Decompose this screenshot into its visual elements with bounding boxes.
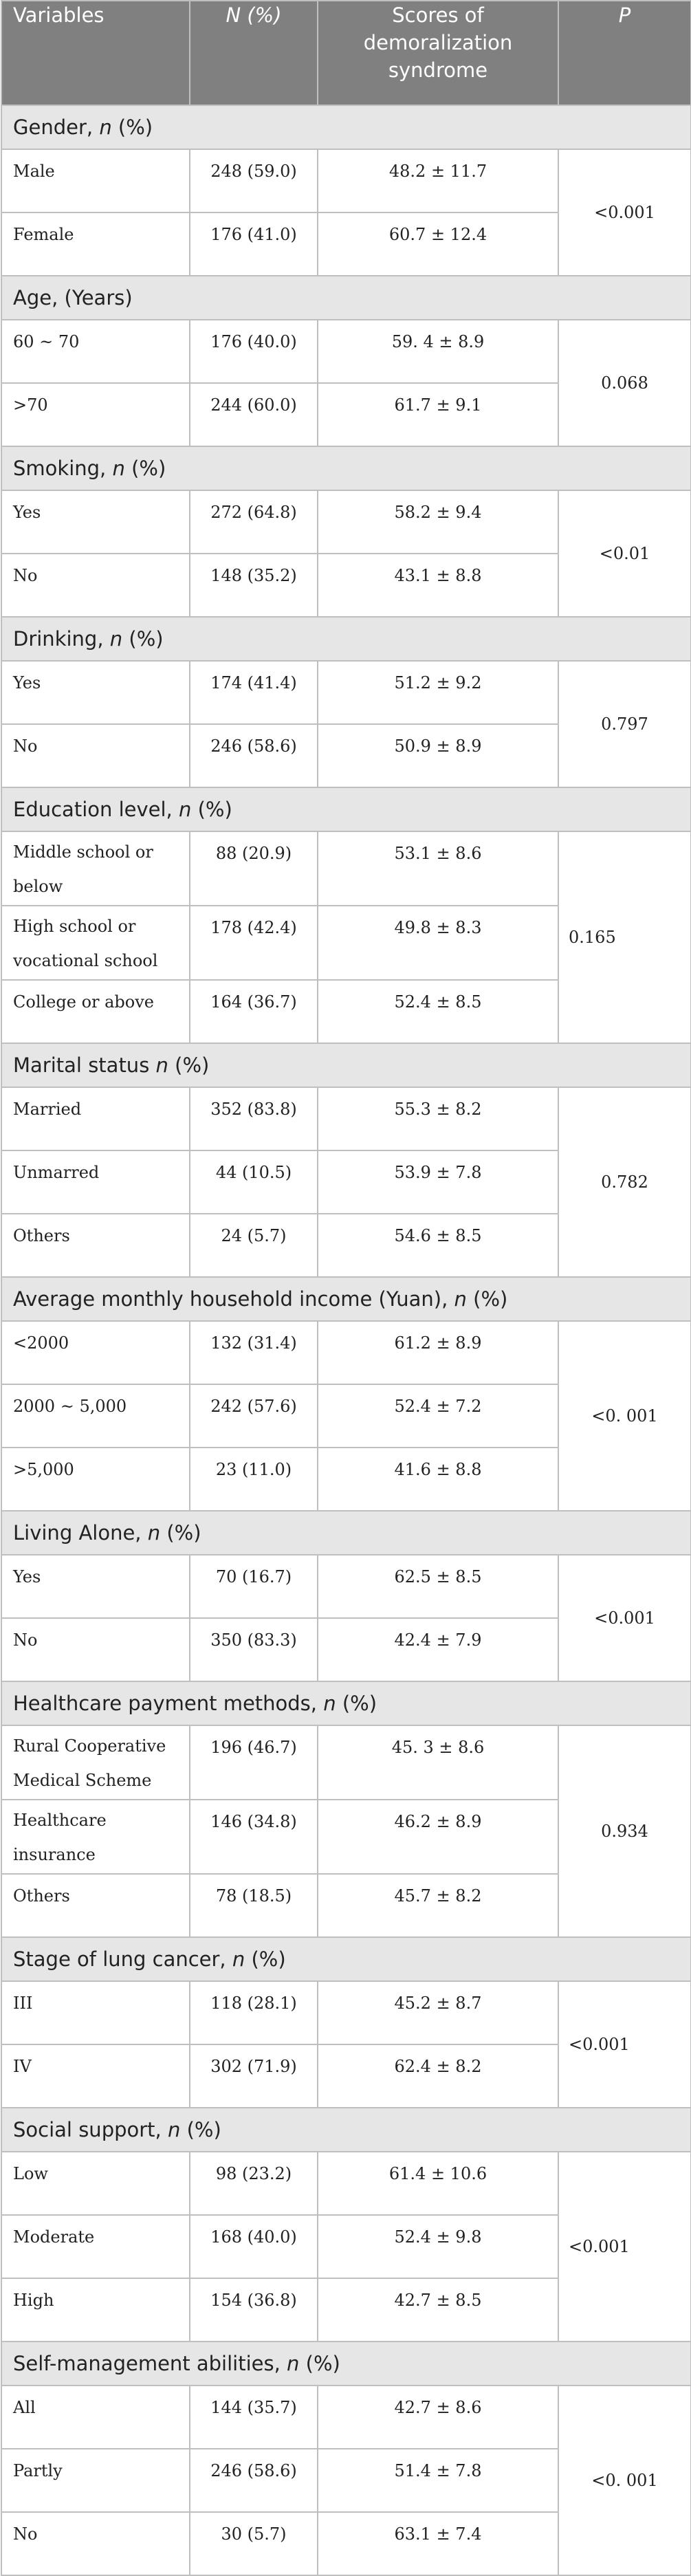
- row-label: 60 ~ 70: [1, 320, 190, 383]
- row-score: 45.2 ± 8.7: [318, 1981, 558, 2044]
- section-title: [1, 446, 691, 490]
- section-title-italic: n: [179, 798, 192, 821]
- row-score: 61.2 ± 8.9: [318, 1321, 558, 1384]
- section-row: [1, 105, 691, 149]
- table-row: [1, 1321, 691, 1384]
- row-n-percent: 350 (83.3): [190, 1618, 318, 1681]
- section-row: [1, 1043, 691, 1087]
- table-row: [1, 149, 691, 212]
- row-n-percent: 78 (18.5): [190, 1874, 318, 1937]
- section-title-suffix: (%): [466, 1287, 508, 1311]
- row-score: 45. 3 ± 8.6: [318, 1725, 558, 1800]
- section-title: [1, 787, 691, 831]
- row-n-percent: 242 (57.6): [190, 1384, 318, 1448]
- row-score: 52.4 ± 8.5: [318, 980, 558, 1043]
- row-p-value: 0.782: [558, 1087, 691, 1277]
- section-title-text: Age, (Years): [13, 286, 133, 309]
- section-row: [1, 1277, 691, 1321]
- section-title-italic: n: [155, 1054, 168, 1077]
- table-row: [1, 490, 691, 554]
- row-label: Yes: [1, 1555, 190, 1618]
- row-n-percent: 178 (42.4): [190, 906, 318, 980]
- header-scores-line3: syndrome: [388, 58, 488, 82]
- header-n-percent: [190, 1, 318, 105]
- row-n-percent: 164 (36.7): [190, 980, 318, 1043]
- section-title: [1, 2342, 691, 2386]
- row-p-value: <0. 001: [558, 1321, 691, 1511]
- section-title-suffix: (%): [299, 2352, 340, 2375]
- table-row: [1, 831, 691, 906]
- section-title-italic: n: [454, 1287, 467, 1311]
- section-title-text: Drinking,: [13, 627, 110, 651]
- row-score: 62.5 ± 8.5: [318, 1555, 558, 1618]
- row-score: 52.4 ± 7.2: [318, 1384, 558, 1448]
- row-score: 53.1 ± 8.6: [318, 831, 558, 906]
- row-label: Others: [1, 1214, 190, 1277]
- section-title-suffix: (%): [191, 798, 232, 821]
- section-title-text: Gender,: [13, 116, 100, 139]
- row-score: 53.9 ± 7.8: [318, 1150, 558, 1214]
- row-n-percent: 196 (46.7): [190, 1725, 318, 1800]
- row-score: 45.7 ± 8.2: [318, 1874, 558, 1937]
- row-label: <2000: [1, 1321, 190, 1384]
- section-row: [1, 617, 691, 661]
- section-title-text: Marital status: [13, 1054, 156, 1077]
- section-title-italic: n: [287, 2352, 300, 2375]
- section-title: [1, 276, 691, 320]
- demographics-table: [1, 0, 691, 2576]
- row-score: 58.2 ± 9.4: [318, 490, 558, 554]
- header-p-label: P: [618, 3, 631, 27]
- row-score: 54.6 ± 8.5: [318, 1214, 558, 1277]
- row-p-value: 0.934: [558, 1725, 691, 1937]
- row-n-percent: 24 (5.7): [190, 1214, 318, 1277]
- row-score: 61.4 ± 10.6: [318, 2152, 558, 2215]
- table-row: [1, 2152, 691, 2215]
- section-row: [1, 2108, 691, 2152]
- table-header-row: [1, 1, 691, 105]
- section-title-italic: n: [323, 1692, 336, 1715]
- row-n-percent: 174 (41.4): [190, 661, 318, 724]
- section-title-suffix: (%): [180, 2118, 221, 2141]
- row-p-value: <0.01: [558, 490, 691, 617]
- row-score: 42.4 ± 7.9: [318, 1618, 558, 1681]
- row-n-percent: 248 (59.0): [190, 149, 318, 212]
- section-title-italic: n: [112, 457, 125, 480]
- header-scores-line1: Scores of: [392, 3, 484, 27]
- row-p-value: 0.797: [558, 661, 691, 787]
- row-p-value: <0.001: [558, 149, 691, 276]
- row-score: 41.6 ± 8.8: [318, 1448, 558, 1511]
- section-title: [1, 1511, 691, 1555]
- row-score: 62.4 ± 8.2: [318, 2044, 558, 2108]
- row-score: 59. 4 ± 8.9: [318, 320, 558, 383]
- section-title: [1, 2108, 691, 2152]
- table-row: [1, 661, 691, 724]
- row-n-percent: 272 (64.8): [190, 490, 318, 554]
- section-title-text: Stage of lung cancer,: [13, 1947, 232, 1971]
- row-n-percent: 148 (35.2): [190, 554, 318, 617]
- row-label: Unmarred: [1, 1150, 190, 1214]
- row-n-percent: 246 (58.6): [190, 724, 318, 787]
- section-title-text: Healthcare payment methods,: [13, 1692, 324, 1715]
- table-body: [1, 105, 691, 2575]
- row-p-value: 0.165: [558, 831, 691, 1043]
- row-label: Rural Cooperative Medical Scheme: [1, 1725, 190, 1800]
- row-score: 63.1 ± 7.4: [318, 2512, 558, 2575]
- row-p-value: <0.001: [558, 2152, 691, 2342]
- section-title-text: Living Alone,: [13, 1521, 148, 1544]
- row-n-percent: 30 (5.7): [190, 2512, 318, 2575]
- header-scores-line2: demoralization: [363, 31, 513, 54]
- row-score: 51.2 ± 9.2: [318, 661, 558, 724]
- row-label: High: [1, 2278, 190, 2342]
- row-label: All: [1, 2386, 190, 2449]
- row-label: No: [1, 2512, 190, 2575]
- row-score: 42.7 ± 8.5: [318, 2278, 558, 2342]
- row-score: 42.7 ± 8.6: [318, 2386, 558, 2449]
- row-label: Healthcare insurance: [1, 1800, 190, 1874]
- row-label: Middle school or below: [1, 831, 190, 906]
- table-row: [1, 1555, 691, 1618]
- table-row: [1, 320, 691, 383]
- section-title-italic: n: [109, 627, 123, 651]
- row-n-percent: 246 (58.6): [190, 2449, 318, 2512]
- section-title: [1, 617, 691, 661]
- row-n-percent: 176 (41.0): [190, 212, 318, 276]
- row-label: >5,000: [1, 1448, 190, 1511]
- row-label: Moderate: [1, 2215, 190, 2278]
- section-title: [1, 1277, 691, 1321]
- table-row: [1, 2386, 691, 2449]
- section-title-text: Smoking,: [13, 457, 113, 480]
- row-label: Female: [1, 212, 190, 276]
- section-row: [1, 1937, 691, 1981]
- section-title-text: Self-management abilities,: [13, 2352, 287, 2375]
- section-title-suffix: (%): [168, 1054, 210, 1077]
- header-p: [558, 1, 691, 105]
- row-label: No: [1, 724, 190, 787]
- section-title-text: Average monthly household income (Yuan),: [13, 1287, 454, 1311]
- row-label: Yes: [1, 661, 190, 724]
- section-title-italic: n: [167, 2118, 181, 2141]
- section-title-text: Social support,: [13, 2118, 168, 2141]
- row-n-percent: 352 (83.8): [190, 1087, 318, 1150]
- section-title: [1, 1043, 691, 1087]
- header-n-percent-label: N (%): [226, 3, 282, 27]
- row-score: 46.2 ± 8.9: [318, 1800, 558, 1874]
- row-label: III: [1, 1981, 190, 2044]
- section-title-italic: n: [147, 1521, 161, 1544]
- row-p-value: 0.068: [558, 320, 691, 446]
- row-label: Partly: [1, 2449, 190, 2512]
- row-p-value: <0. 001: [558, 2386, 691, 2575]
- section-row: [1, 787, 691, 831]
- row-n-percent: 144 (35.7): [190, 2386, 318, 2449]
- row-p-value: <0.001: [558, 1555, 691, 1681]
- row-label: Married: [1, 1087, 190, 1150]
- section-row: [1, 1681, 691, 1725]
- section-row: [1, 1511, 691, 1555]
- row-score: 43.1 ± 8.8: [318, 554, 558, 617]
- section-title: [1, 1681, 691, 1725]
- header-variables: Variables: [1, 1, 190, 105]
- row-label: No: [1, 554, 190, 617]
- row-n-percent: 118 (28.1): [190, 1981, 318, 2044]
- row-label: College or above: [1, 980, 190, 1043]
- row-label: 2000 ~ 5,000: [1, 1384, 190, 1448]
- section-row: [1, 276, 691, 320]
- section-row: [1, 2342, 691, 2386]
- section-title-suffix: (%): [160, 1521, 201, 1544]
- section-title-suffix: (%): [336, 1692, 377, 1715]
- table-row: [1, 1725, 691, 1800]
- row-score: 55.3 ± 8.2: [318, 1087, 558, 1150]
- row-label: Others: [1, 1874, 190, 1937]
- row-n-percent: 154 (36.8): [190, 2278, 318, 2342]
- row-n-percent: 70 (16.7): [190, 1555, 318, 1618]
- row-label: IV: [1, 2044, 190, 2108]
- row-n-percent: 244 (60.0): [190, 383, 318, 446]
- row-score: 50.9 ± 8.9: [318, 724, 558, 787]
- row-n-percent: 176 (40.0): [190, 320, 318, 383]
- row-n-percent: 146 (34.8): [190, 1800, 318, 1874]
- row-label: >70: [1, 383, 190, 446]
- row-n-percent: 98 (23.2): [190, 2152, 318, 2215]
- row-score: 49.8 ± 8.3: [318, 906, 558, 980]
- row-score: 61.7 ± 9.1: [318, 383, 558, 446]
- row-score: 48.2 ± 11.7: [318, 149, 558, 212]
- row-n-percent: 23 (11.0): [190, 1448, 318, 1511]
- row-label: Low: [1, 2152, 190, 2215]
- row-n-percent: 302 (71.9): [190, 2044, 318, 2108]
- row-label: Male: [1, 149, 190, 212]
- row-score: 51.4 ± 7.8: [318, 2449, 558, 2512]
- section-title-text: Education level,: [13, 798, 179, 821]
- section-title: [1, 105, 691, 149]
- section-row: [1, 446, 691, 490]
- table-row: [1, 1087, 691, 1150]
- row-n-percent: 132 (31.4): [190, 1321, 318, 1384]
- row-n-percent: 168 (40.0): [190, 2215, 318, 2278]
- section-title-italic: n: [232, 1947, 245, 1971]
- section-title-suffix: (%): [122, 627, 164, 651]
- section-title-suffix: (%): [124, 457, 166, 480]
- header-scores: [318, 1, 558, 105]
- row-label: High school or vocational school: [1, 906, 190, 980]
- table-row: [1, 1981, 691, 2044]
- row-score: 52.4 ± 9.8: [318, 2215, 558, 2278]
- section-title-suffix: (%): [245, 1947, 286, 1971]
- section-title-italic: n: [99, 116, 112, 139]
- row-score: 60.7 ± 12.4: [318, 212, 558, 276]
- section-title-suffix: (%): [111, 116, 153, 139]
- row-n-percent: 44 (10.5): [190, 1150, 318, 1214]
- row-p-value: <0.001: [558, 1981, 691, 2108]
- section-title: [1, 1937, 691, 1981]
- row-n-percent: 88 (20.9): [190, 831, 318, 906]
- row-label: No: [1, 1618, 190, 1681]
- row-label: Yes: [1, 490, 190, 554]
